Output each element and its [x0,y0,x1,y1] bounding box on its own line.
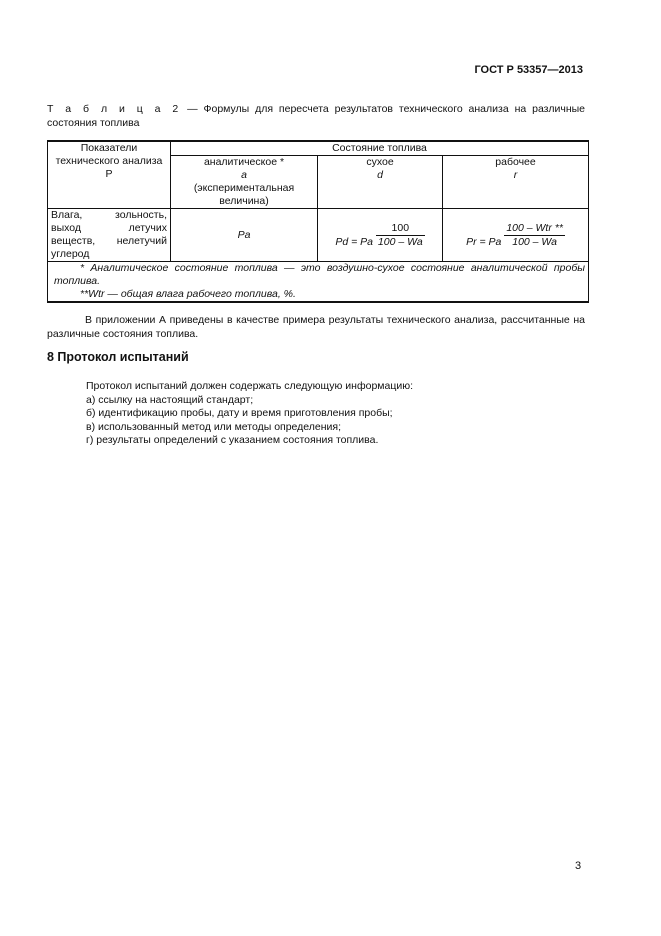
formula-dry-lhs: Pd = Pa [335,235,373,248]
list-item: г) результаты определений с указанием состояния топлива. [86,434,379,446]
document-header: ГОСТ Р 53357—2013 [474,64,583,76]
section-8-title: 8 Протокол испытаний [47,350,189,364]
state-header-dry [318,156,443,209]
formula-working [443,209,589,262]
section-8-intro: Протокол испытаний должен содержать следующую информацию: [86,380,414,392]
formula-working-lhs: Pr = Pa [466,235,502,248]
list-item: б) идентификацию пробы, дату и время приготовления пробы; [86,407,393,419]
indicator-header [48,141,171,209]
formula-analytical [171,209,318,262]
formula-working-fraction [504,222,565,249]
formula-working-numerator: 100 – Wtr ** [506,221,563,234]
formula-dry [318,209,443,262]
table-footnotes [48,262,589,303]
formula-working-denominator: 100 – Wa [512,235,557,248]
table-caption-prefix: Т а б л и ц а 2 [47,103,182,115]
state-code: r [513,169,518,181]
list-item: в) использованный метод или методы определения; [86,420,342,433]
formula-dry-numerator: 100 [376,222,425,236]
state-header-analytical [171,156,318,209]
table-caption [47,102,585,130]
state-code: d [377,169,383,181]
state-note: (экспериментальная величина) [193,182,295,207]
footnote-total-moisture: **Wtr — общая влага рабочего топлива, %. [80,288,296,300]
state-name: сухое [366,156,394,168]
appendix-paragraph: В приложении А приведены в качестве примера результаты технического анализа, рассчитанные на различные состояния топлива. [47,314,585,340]
section-8-body [86,380,413,448]
conversion-table [47,140,589,303]
list-item: а) ссылку на настоящий стандарт; [86,393,254,406]
formula-dry-fraction [376,222,425,249]
table-caption-text: — Формулы для пересчета результатов технического анализа на различные состояния топлива [47,103,586,129]
state-group-header: Состояние топлива [171,141,589,156]
formula-dry-denominator: 100 – Wa [377,235,423,248]
state-header-working [443,156,589,209]
state-name: рабочее [495,156,536,168]
footnote-analytical: * Аналитическое состояние топлива — это воздушно-сухое состояние аналитической пробы топлива. [54,262,585,287]
page-number: 3 [575,860,582,872]
indicator-header-label: Показатели технического анализа P [55,142,163,180]
row-label: Влага, зольность, выход летучих веществ, нелетучий углерод [48,209,171,262]
state-code: a [241,169,247,181]
formula-analytical-text: Pa [237,228,251,241]
state-name: аналитическое * [203,156,285,168]
